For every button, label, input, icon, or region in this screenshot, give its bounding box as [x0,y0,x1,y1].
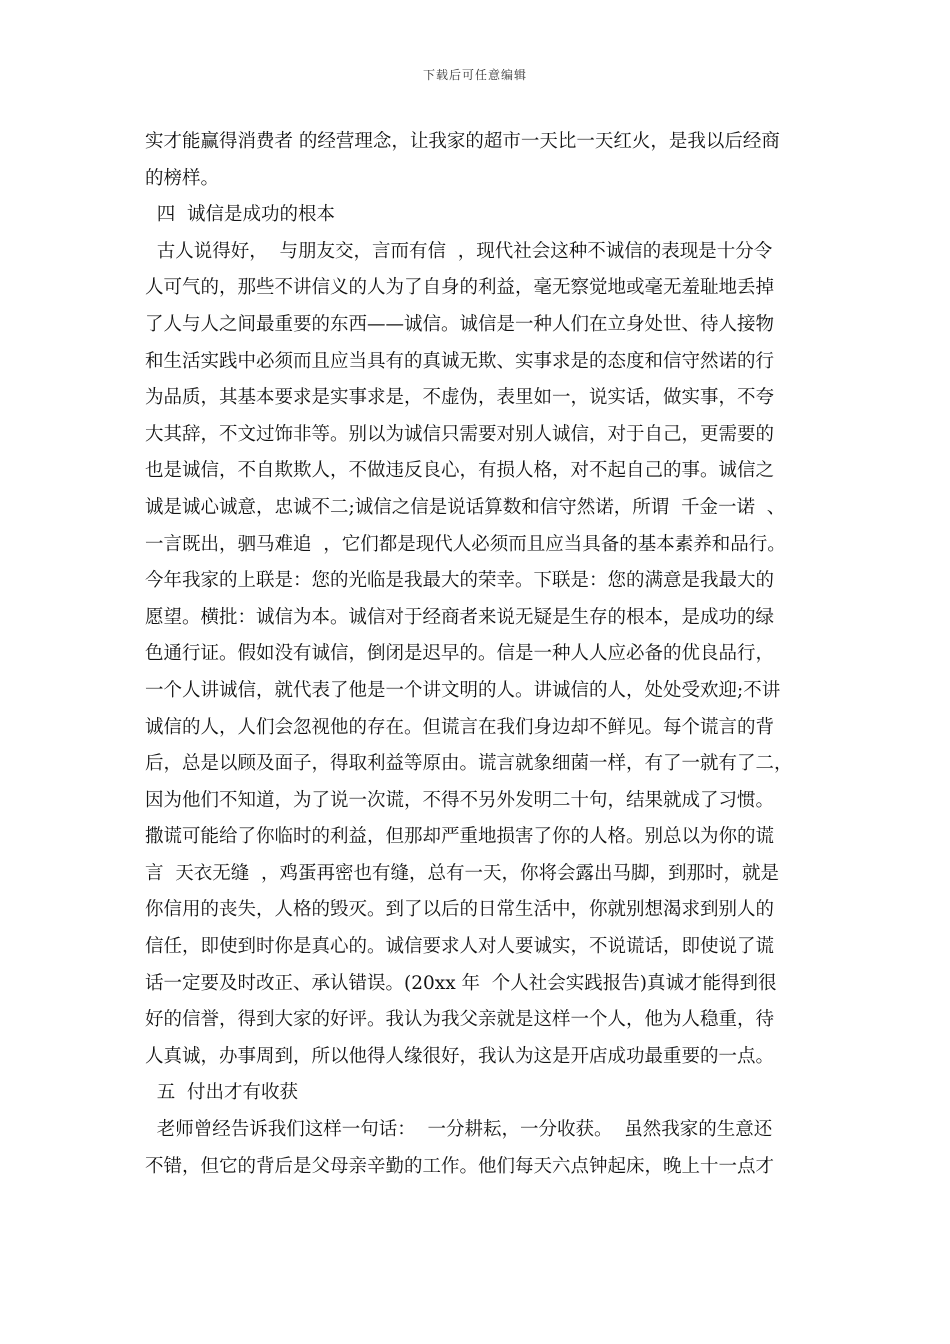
document-body [145,124,817,1185]
text-line: 一言既出，驷马难追 ，它们都是现代人必须而且应当具备的基本素养和品行。 [145,533,786,555]
text-line: 人可气的，那些不讲信义的人为了自身的利益，毫无察觉地或毫无羞耻地丢掉 [145,277,775,299]
text-line: 古人说得好， 与朋友交，言而有信 ，现代社会这种不诚信的表现是十分令 [145,240,773,262]
page-header: 下载后可任意编辑 [422,68,527,82]
text-line: 的榜样。 [145,167,220,189]
text-line: 今年我家的上联是：您的光临是我最大的荣幸。下联是：您的满意是我最大的 [145,570,775,592]
text-line: 实才能赢得消费者 的经营理念，让我家的超市一天比一天红火，是我以后经商 [145,131,780,152]
text-line: 好的信誉，得到大家的好评。我认为我父亲就是这样一个人，他为人稳重，待 [145,1009,775,1031]
text-line: 和生活实践中必须而且应当具有的真诚无欺、实事求是的态度和信守然诺的行 [145,350,775,372]
text-line: 言 天衣无缝 ，鸡蛋再密也有缝，总有一天，你将会露出马脚，到那时，就是 [145,862,780,884]
text-line: 大其辞，不文过饰非等。别以为诚信只需要对别人诚信，对于自己，更需要的 [145,423,775,445]
text-line: 撒谎可能给了你临时的利益，但那却严重地损害了你的人格。别总以为你的谎 [145,826,775,848]
text-line: 后，总是以顾及面子，得取利益等原由。谎言就象细菌一样，有了一就有了二， [145,753,793,775]
text-line: 了人与人之间最重要的东西——诚信。诚信是一种人们在立身处世、待人接物 [145,313,775,335]
text-line: 话一定要及时改正、承认错误。(20xx 年 个人社会实践报告)真诚才能得到很 [145,972,777,994]
text-line: 不错，但它的背后是父母亲辛勤的工作。他们每天六点钟起床，晚上十一点才 [145,1155,775,1177]
text-line: 诚是诚心诚意，忠诚不二;诚信之信是说话算数和信守然诺，所谓 千金一诺 、 [145,496,786,518]
text-line: 你信用的丧失，人格的毁灭。到了以后的日常生活中，你就别想渴求到别人的 [145,899,775,921]
text-line: 色通行证。假如没有诚信，倒闭是迟早的。信是一种人人应必备的优良品行， [145,643,775,665]
text-line: 也是诚信，不自欺欺人，不做违反良心，有损人格，对不起自己的事。诚信之 [145,460,775,482]
text-line: 为品质，其基本要求是实事求是，不虚伪，表里如一，说实话，做实事，不夸 [145,387,775,409]
text-line: 因为他们不知道，为了说一次谎，不得不另外发明二十句，结果就成了习惯。 [145,789,775,811]
text-line: 愿望。横批：诚信为本。诚信对于经商者来说无疑是生存的根本，是成功的绿 [145,606,775,628]
text-line: 诚信的人，人们会忽视他的存在。但谎言在我们身边却不鲜见。每个谎言的背 [145,716,775,738]
section-heading: 五 付出才有收获 [145,1082,299,1104]
section-heading: 四 诚信是成功的根本 [145,204,336,226]
text-line: 老师曾经告诉我们这样一句话： 一分耕耘，一分收获。 虽然我家的生意还 [145,1119,773,1141]
text-line: 一个人讲诚信，就代表了他是一个讲文明的人。讲诚信的人，处处受欢迎;不讲 [145,679,781,701]
text-line: 信任，即使到时你是真心的。诚信要求人对人要诚实，不说谎话，即使说了谎 [145,936,775,958]
text-line: 人真诚，办事周到，所以他得人缘很好，我认为这是开店成功最重要的一点。 [145,1045,775,1067]
